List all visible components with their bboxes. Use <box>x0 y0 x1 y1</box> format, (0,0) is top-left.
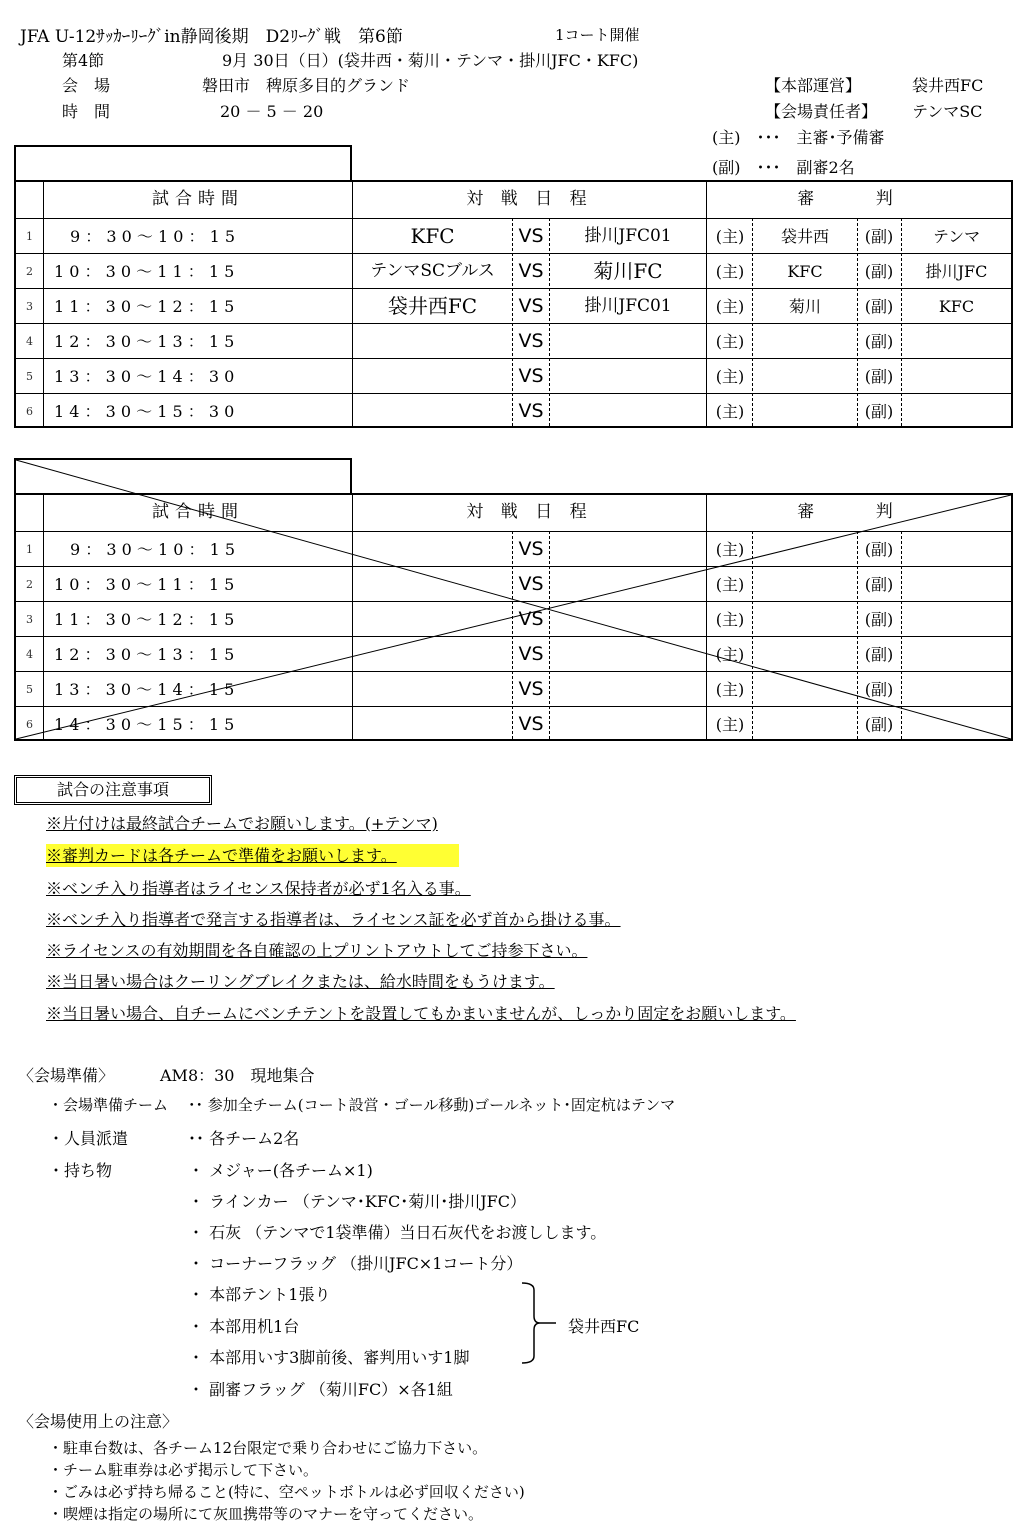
cell-r1: 菊川 <box>788 297 821 316</box>
cell-shu: (主) <box>715 367 745 386</box>
cell-vs: VS <box>518 538 544 560</box>
cell-fuku: (副) <box>864 367 894 386</box>
cell-shu: (主) <box>715 227 745 246</box>
cell-time: 1 4 ： 3 0 ～ 1 5 ： 1 5 <box>54 715 235 734</box>
time-format: 20 － 5 － 20 <box>220 102 324 121</box>
header-referee: 審 判 <box>797 502 921 522</box>
cell-vs: VS <box>518 225 544 247</box>
cell-shu: (主) <box>715 262 745 281</box>
venue-label: 会 場 <box>62 76 111 95</box>
cell-fuku: (副) <box>864 610 894 629</box>
bracket-icon <box>520 1280 560 1370</box>
notice-item-highlight <box>46 843 459 866</box>
hq-team: 袋井西FC <box>912 76 984 95</box>
cell-no: 6 <box>26 718 33 731</box>
header-referee: 審 判 <box>797 189 921 209</box>
cell-fuku: (副) <box>864 645 894 664</box>
notice-item: ※当日暑い場合、自チームにベンチテントを設置してもかまいませんが、しっかり固定をお願いします。 <box>46 1004 796 1023</box>
notice-item: ※ベンチ入り指導者で発言する指導者は、ライセンス証を必ず首から掛ける事。 <box>46 910 621 929</box>
prep-staff-label: ・会場準備チーム <box>48 1096 169 1114</box>
prep-dispatch-label: ・人員派遣 <box>48 1129 129 1148</box>
prep-item: ・ 本部用いす3脚前後、審判用いす1脚 <box>188 1348 470 1367</box>
cell-vs: VS <box>518 678 544 700</box>
cell-time: 1 3 ： 3 0 ～ 1 4 ： 1 5 <box>54 680 235 699</box>
cell-fuku: (副) <box>864 227 894 246</box>
cell-time: 1 0 ： 3 0 ～ 1 1 ： 1 5 <box>54 262 235 281</box>
venue-resp-label: 【会場責任者】 <box>765 102 878 121</box>
notice-item: ※ライセンスの有効期間を各自確認の上プリントアウトしてご持参下さい。 <box>46 941 588 960</box>
prep-item: ・ 本部用机1台 <box>188 1317 300 1336</box>
cell-r2: KFC <box>938 297 975 316</box>
cell-teamA: 袋井西FC <box>387 294 478 318</box>
cell-no: 2 <box>26 578 33 591</box>
prep-heading: 〈会場準備〉 <box>18 1066 115 1085</box>
cell-no: 2 <box>26 265 33 278</box>
cell-time: 9 ： 3 0 ～ 1 0 ： 1 5 <box>54 540 236 559</box>
cell-fuku: (副) <box>864 540 894 559</box>
cell-shu: (主) <box>715 332 745 351</box>
cell-no: 5 <box>26 370 33 383</box>
time-label: 時 間 <box>62 102 111 121</box>
prep-item: ・ ラインカー （テンマ･KFC･菊川･掛川JFC） <box>188 1192 526 1211</box>
cell-r1: KFC <box>787 262 823 281</box>
match-date: 9月 30日（日）(袋井西・菊川・テンマ・掛川JFC・KFC) <box>222 51 639 70</box>
cell-fuku: (副) <box>864 715 894 734</box>
cell-shu: (主) <box>715 297 745 316</box>
prep-item: ・ 石灰 （テンマで1袋準備）当日石灰代をお渡しします。 <box>188 1223 607 1242</box>
header-time: 試合時間 <box>152 189 244 209</box>
prep-meet-time: AM8：30 現地集合 <box>160 1066 315 1085</box>
ref-main-note: (主) ･･･ 主審･予備審 <box>712 128 885 147</box>
court-info: 1コート開催 <box>555 26 640 44</box>
cell-shu: (主) <box>715 540 745 559</box>
cell-no: 1 <box>26 543 33 556</box>
notice-item: ※当日暑い場合はクーリングブレイクまたは、給水時間をもうけます。 <box>46 972 555 991</box>
cell-vs: VS <box>518 573 544 595</box>
cell-no: 3 <box>26 300 33 313</box>
header-schedule: 対 戦 日 程 <box>466 502 593 522</box>
usage-item: ・チーム駐車券は必ず掲示して下さい。 <box>48 1461 319 1479</box>
cell-shu: (主) <box>715 715 745 734</box>
cell-vs: VS <box>518 608 544 630</box>
cell-fuku: (副) <box>864 332 894 351</box>
cell-time: 1 0 ： 3 0 ～ 1 1 ： 1 5 <box>54 575 235 594</box>
cell-time: 1 2 ： 3 0 ～ 1 3 ： 1 5 <box>54 645 235 664</box>
cell-no: 5 <box>26 683 33 696</box>
prep-item: ・ 本部テント1張り <box>188 1285 331 1304</box>
header-time: 試合時間 <box>152 502 244 522</box>
cell-shu: (主) <box>715 645 745 664</box>
cell-vs: VS <box>518 330 544 352</box>
cell-time: 1 1 ： 3 0 ～ 1 2 ： 1 5 <box>54 297 235 316</box>
notices-title: 試合の注意事項 <box>14 775 212 805</box>
cell-r2: 掛川JFC <box>925 262 988 281</box>
cell-time: 1 4 ： 3 0 ～ 1 5 ： 3 0 <box>54 402 235 421</box>
cell-vs: VS <box>518 643 544 665</box>
cross-line <box>16 460 1011 739</box>
cell-fuku: (副) <box>864 262 894 281</box>
document-title: JFA U-12ｻｯｶｰﾘｰｸﾞin静岡後期 D2ﾘｰｸﾞ戦 第6節 <box>20 27 403 47</box>
cell-shu: (主) <box>715 575 745 594</box>
header-schedule: 対 戦 日 程 <box>466 189 593 209</box>
usage-item: ・喫煙は指定の場所にて灰皿携帯等のマナーを守ってください。 <box>48 1505 484 1523</box>
cell-no: 4 <box>26 335 33 348</box>
cell-vs: VS <box>518 713 544 735</box>
cell-time: 1 3 ： 3 0 ～ 1 4 ： 3 0 <box>54 367 235 386</box>
cell-time: 1 1 ： 3 0 ～ 1 2 ： 1 5 <box>54 610 235 629</box>
highlighted-text: ※審判カードは各チームで準備をお願いします。 <box>46 844 459 867</box>
venue-name: 磐田市 稗原多目的グランド <box>202 76 411 95</box>
cell-vs: VS <box>518 365 544 387</box>
prep-items-label: ・持ち物 <box>48 1161 113 1180</box>
cell-fuku: (副) <box>864 680 894 699</box>
cell-teamB: 掛川JFC01 <box>584 226 672 246</box>
prep-item: ・ メジャー(各チーム×1) <box>188 1161 373 1180</box>
bracket-team: 袋井西FC <box>568 1317 640 1336</box>
cell-no: 6 <box>26 405 33 418</box>
cross-line <box>16 495 1011 739</box>
cell-teamB: 菊川FC <box>593 259 663 283</box>
cell-vs: VS <box>518 400 544 422</box>
usage-item: ・ごみは必ず持ち帰ること(特に、空ペットボトルは必ず回収ください) <box>48 1483 525 1501</box>
usage-item: ・駐車台数は、各チーム12台限定で乗り合わせにご協力下さい。 <box>48 1439 488 1457</box>
round-label: 第4節 <box>62 51 105 70</box>
ref-sub-note: (副) ･･･ 副審2名 <box>712 158 855 177</box>
hq-label: 【本部運営】 <box>765 76 862 95</box>
cell-teamA: テンマSCブルス <box>370 261 495 281</box>
venue-resp-team: テンマSC <box>912 102 983 121</box>
cell-teamB: 掛川JFC01 <box>584 296 672 316</box>
cell-vs: VS <box>518 260 544 282</box>
cell-time: 9 ： 3 0 ～ 1 0 ： 1 5 <box>54 227 236 246</box>
cell-shu: (主) <box>715 402 745 421</box>
prep-dispatch-value: ･･ 各チーム2名 <box>188 1129 300 1148</box>
cell-vs: VS <box>518 295 544 317</box>
prep-item: ・ 副審フラッグ （菊川FC）×各1組 <box>188 1380 453 1399</box>
prep-staff-value: ･･ 参加全チーム(コート設営・ゴール移動)ゴールネット･固定杭はテンマ <box>188 1096 676 1114</box>
cell-fuku: (副) <box>864 297 894 316</box>
prep-item: ・ コーナーフラッグ （掛川JFC×1コート分） <box>188 1254 523 1273</box>
cell-r1: 袋井西 <box>780 227 829 246</box>
cell-fuku: (副) <box>864 575 894 594</box>
cell-shu: (主) <box>715 610 745 629</box>
cell-teamA: KFC <box>410 224 455 248</box>
notice-item: ※ベンチ入り指導者はライセンス保持者が必ず1名入る事。 <box>46 879 471 898</box>
cell-no: 1 <box>26 230 33 243</box>
notice-item: ※片付けは最終試合チームでお願いします。(+テンマ) <box>46 814 438 833</box>
cell-no: 4 <box>26 648 33 661</box>
cell-r2: テンマ <box>932 227 981 246</box>
cell-shu: (主) <box>715 680 745 699</box>
usage-heading: 〈会場使用上の注意〉 <box>18 1412 179 1431</box>
cell-time: 1 2 ： 3 0 ～ 1 3 ： 1 5 <box>54 332 235 351</box>
table2-cross-out <box>0 0 1031 760</box>
cell-no: 3 <box>26 613 33 626</box>
cell-fuku: (副) <box>864 402 894 421</box>
